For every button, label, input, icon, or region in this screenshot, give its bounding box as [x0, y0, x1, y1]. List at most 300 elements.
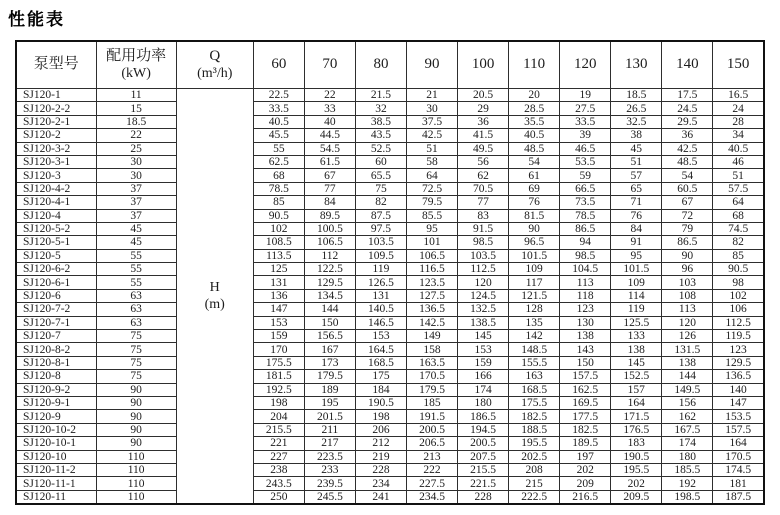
head-value-cell: 91: [611, 236, 662, 249]
head-value-cell: 167.5: [662, 423, 713, 436]
table-row: [16, 396, 764, 409]
table-row: [16, 155, 764, 168]
head-value-cell: 22.5: [253, 89, 304, 102]
head-value-cell: 106.5: [406, 249, 457, 262]
head-value-cell: 69: [509, 182, 560, 195]
head-unit: (m): [204, 297, 225, 313]
head-value-cell: 51: [713, 169, 764, 182]
head-value-cell: 192: [662, 477, 713, 490]
head-value-cell: 138: [611, 343, 662, 356]
head-value-cell: 195.5: [611, 463, 662, 476]
head-value-cell: 182.5: [509, 410, 560, 423]
head-value-cell: 197: [560, 450, 611, 463]
rated-power-cell: 90: [96, 410, 176, 423]
head-value-cell: 143: [560, 343, 611, 356]
head-value-cell: 187.5: [713, 490, 764, 504]
head-value-cell: 175: [355, 370, 406, 383]
head-value-cell: 36: [662, 129, 713, 142]
head-value-cell: 81.5: [509, 209, 560, 222]
head-value-cell: 123: [713, 343, 764, 356]
rated-power-label: 配用功率: [106, 48, 167, 65]
head-value-cell: 186.5: [458, 410, 509, 423]
rated-power-cell: 90: [96, 383, 176, 396]
head-value-cell: 38.5: [355, 115, 406, 128]
head-value-cell: 168.5: [355, 356, 406, 369]
head-value-cell: 96: [662, 263, 713, 276]
head-value-cell: 94: [560, 236, 611, 249]
head-value-cell: 51: [611, 155, 662, 168]
head-value-cell: 159: [458, 356, 509, 369]
head-value-cell: 53.5: [560, 155, 611, 168]
head-value-cell: 120: [458, 276, 509, 289]
table-row: [16, 356, 764, 369]
head-value-cell: 222.5: [509, 490, 560, 504]
head-value-cell: 144: [662, 370, 713, 383]
table-row: [16, 236, 764, 249]
head-value-cell: 90.5: [253, 209, 304, 222]
head-value-cell: 157: [611, 383, 662, 396]
pump-model-cell: SJ120-1: [16, 89, 96, 102]
head-value-cell: 216.5: [560, 490, 611, 504]
head-value-cell: 174: [662, 437, 713, 450]
col-header-flow-80: 80: [355, 41, 406, 89]
head-value-cell: 112.5: [713, 316, 764, 329]
rated-power-cell: 63: [96, 316, 176, 329]
head-value-cell: 217: [304, 437, 355, 450]
table-body: [16, 89, 764, 505]
head-value-cell: 200.5: [458, 437, 509, 450]
rated-power-cell: 30: [96, 169, 176, 182]
head-value-cell: 61.5: [304, 155, 355, 168]
head-value-cell: 145: [611, 356, 662, 369]
head-value-cell: 19: [560, 89, 611, 102]
head-value-cell: 132.5: [458, 303, 509, 316]
head-value-cell: 98.5: [458, 236, 509, 249]
head-value-cell: 113: [560, 276, 611, 289]
head-value-cell: 190.5: [611, 450, 662, 463]
head-value-cell: 245.5: [304, 490, 355, 504]
head-value-cell: 30: [406, 102, 457, 115]
table-row: [16, 209, 764, 222]
head-value-cell: 18.5: [611, 89, 662, 102]
head-value-cell: 202: [560, 463, 611, 476]
head-value-cell: 40.5: [253, 115, 304, 128]
rated-power-cell: 25: [96, 142, 176, 155]
rated-power-cell: 15: [96, 102, 176, 115]
head-value-cell: 131: [253, 276, 304, 289]
pump-model-cell: SJ120-6-2: [16, 263, 96, 276]
table-row: [16, 423, 764, 436]
head-value-cell: 54: [662, 169, 713, 182]
head-value-cell: 82: [713, 236, 764, 249]
head-value-cell: 213: [406, 450, 457, 463]
head-value-cell: 61: [509, 169, 560, 182]
pump-model-cell: SJ120-11-1: [16, 477, 96, 490]
head-value-cell: 194.5: [458, 423, 509, 436]
rated-power-cell: 75: [96, 343, 176, 356]
head-value-cell: 171.5: [611, 410, 662, 423]
head-value-cell: 128: [509, 303, 560, 316]
head-value-cell: 169.5: [560, 396, 611, 409]
head-value-cell: 177.5: [560, 410, 611, 423]
rated-power-cell: 90: [96, 396, 176, 409]
pump-model-cell: SJ120-10-2: [16, 423, 96, 436]
head-value-cell: 84: [304, 196, 355, 209]
head-value-cell: 204: [253, 410, 304, 423]
head-value-cell: 109: [611, 276, 662, 289]
head-value-cell: 180: [662, 450, 713, 463]
head-value-cell: 123.5: [406, 276, 457, 289]
col-header-flow-130: 130: [611, 41, 662, 89]
col-header-flow-100: 100: [458, 41, 509, 89]
head-value-cell: 138: [662, 356, 713, 369]
table-row: [16, 142, 764, 155]
head-value-cell: 68: [253, 169, 304, 182]
head-value-cell: 44.5: [304, 129, 355, 142]
head-value-cell: 140.5: [355, 303, 406, 316]
pump-model-cell: SJ120-9-2: [16, 383, 96, 396]
head-value-cell: 24: [713, 102, 764, 115]
table-row: [16, 316, 764, 329]
head-value-cell: 221.5: [458, 477, 509, 490]
head-value-cell: 90: [662, 249, 713, 262]
head-value-cell: 146.5: [355, 316, 406, 329]
head-value-cell: 185: [406, 396, 457, 409]
head-value-cell: 140: [713, 383, 764, 396]
head-value-cell: 77: [304, 182, 355, 195]
head-value-cell: 162: [662, 410, 713, 423]
head-value-cell: 175.5: [253, 356, 304, 369]
head-value-cell: 198.5: [662, 490, 713, 504]
head-value-cell: 126: [662, 330, 713, 343]
pump-model-cell: SJ120-10-1: [16, 437, 96, 450]
head-value-cell: 76: [509, 196, 560, 209]
head-value-cell: 209: [560, 477, 611, 490]
head-value-cell: 215: [509, 477, 560, 490]
head-value-cell: 26.5: [611, 102, 662, 115]
head-value-cell: 42.5: [406, 129, 457, 142]
head-value-cell: 85: [253, 196, 304, 209]
pump-model-cell: SJ120-5: [16, 249, 96, 262]
head-value-cell: 159: [253, 330, 304, 343]
head-value-cell: 182.5: [560, 423, 611, 436]
head-value-cell: 56: [458, 155, 509, 168]
table-row: [16, 89, 764, 102]
table-row: [16, 370, 764, 383]
head-value-cell: 202: [611, 477, 662, 490]
head-value-cell: 101.5: [509, 249, 560, 262]
head-value-cell: 78.5: [560, 209, 611, 222]
head-value-cell: 48.5: [509, 142, 560, 155]
rated-power-cell: 75: [96, 330, 176, 343]
head-value-cell: 136.5: [713, 370, 764, 383]
head-value-cell: 158: [406, 343, 457, 356]
head-value-cell: 155.5: [509, 356, 560, 369]
rated-power-cell: 110: [96, 477, 176, 490]
head-value-cell: 184: [355, 383, 406, 396]
head-value-cell: 124.5: [458, 289, 509, 302]
head-value-cell: 89.5: [304, 209, 355, 222]
head-value-cell: 83: [458, 209, 509, 222]
head-value-cell: 164: [611, 396, 662, 409]
head-value-cell: 215.5: [458, 463, 509, 476]
pump-model-cell: SJ120-8: [16, 370, 96, 383]
head-value-cell: 85: [713, 249, 764, 262]
head-value-cell: 190.5: [355, 396, 406, 409]
head-value-cell: 42.5: [662, 142, 713, 155]
head-value-cell: 134.5: [304, 289, 355, 302]
head-value-cell: 198: [355, 410, 406, 423]
pump-model-cell: SJ120-4-1: [16, 196, 96, 209]
head-value-cell: 108.5: [253, 236, 304, 249]
head-value-cell: 51: [406, 142, 457, 155]
head-value-cell: 59: [560, 169, 611, 182]
head-value-cell: 162.5: [560, 383, 611, 396]
rated-power-cell: 55: [96, 249, 176, 262]
head-value-cell: 39: [560, 129, 611, 142]
head-value-cell: 118: [560, 289, 611, 302]
table-row: [16, 477, 764, 490]
rated-power-cell: 45: [96, 222, 176, 235]
head-value-cell: 55: [253, 142, 304, 155]
table-row: [16, 276, 764, 289]
head-value-cell: 189.5: [560, 437, 611, 450]
head-value-cell: 60: [355, 155, 406, 168]
head-value-cell: 221: [253, 437, 304, 450]
head-value-cell: 153: [253, 316, 304, 329]
head-value-cell: 78.5: [253, 182, 304, 195]
head-value-cell: 119: [355, 263, 406, 276]
head-value-cell: 112.5: [458, 263, 509, 276]
head-value-cell: 29: [458, 102, 509, 115]
head-value-cell: 20.5: [458, 89, 509, 102]
head-value-cell: 65.5: [355, 169, 406, 182]
head-unit-cell: [176, 89, 253, 505]
head-value-cell: 33.5: [560, 115, 611, 128]
pump-model-cell: SJ120-3-2: [16, 142, 96, 155]
head-value-cell: 131: [355, 289, 406, 302]
head-value-cell: 64: [713, 196, 764, 209]
pump-model-cell: SJ120-11: [16, 490, 96, 504]
head-value-cell: 101: [406, 236, 457, 249]
head-value-cell: 17.5: [662, 89, 713, 102]
col-header-flow-70: 70: [304, 41, 355, 89]
table-row: [16, 383, 764, 396]
head-value-cell: 153: [458, 343, 509, 356]
head-value-cell: 145: [458, 330, 509, 343]
head-value-cell: 157.5: [713, 423, 764, 436]
head-value-cell: 185.5: [662, 463, 713, 476]
head-value-cell: 202.5: [509, 450, 560, 463]
head-value-cell: 239.5: [304, 477, 355, 490]
head-symbol: H: [209, 279, 220, 295]
rated-power-cell: 22: [96, 129, 176, 142]
head-value-cell: 198: [253, 396, 304, 409]
table-row: [16, 343, 764, 356]
head-value-cell: 73.5: [560, 196, 611, 209]
head-value-cell: 191.5: [406, 410, 457, 423]
head-value-cell: 65: [611, 182, 662, 195]
head-value-cell: 153: [355, 330, 406, 343]
head-value-cell: 40.5: [713, 142, 764, 155]
head-value-cell: 67: [304, 169, 355, 182]
table-row: [16, 102, 764, 115]
head-value-cell: 206: [355, 423, 406, 436]
pump-model-cell: SJ120-10: [16, 450, 96, 463]
rated-power-cell: 37: [96, 209, 176, 222]
head-value-cell: 57.5: [713, 182, 764, 195]
col-header-flow-90: 90: [406, 41, 457, 89]
head-value-cell: 68: [713, 209, 764, 222]
flow-symbol: Q: [209, 48, 221, 65]
col-header-flow-60: 60: [253, 41, 304, 89]
head-value-cell: 20: [509, 89, 560, 102]
head-value-cell: 45.5: [253, 129, 304, 142]
head-value-cell: 104.5: [560, 263, 611, 276]
col-header-flow-150: 150: [713, 41, 764, 89]
pump-model-cell: SJ120-5-2: [16, 222, 96, 235]
table-row: [16, 463, 764, 476]
head-value-cell: 174: [458, 383, 509, 396]
col-header-rated-power: [96, 41, 176, 89]
head-value-cell: 250: [253, 490, 304, 504]
head-value-cell: 82: [355, 196, 406, 209]
head-value-cell: 103: [662, 276, 713, 289]
head-value-cell: 40.5: [509, 129, 560, 142]
head-value-cell: 179.5: [406, 383, 457, 396]
head-value-cell: 183: [611, 437, 662, 450]
head-value-cell: 150: [304, 316, 355, 329]
table-row: [16, 263, 764, 276]
head-value-cell: 72: [662, 209, 713, 222]
head-value-cell: 103.5: [355, 236, 406, 249]
head-value-cell: 228: [355, 463, 406, 476]
rated-power-cell: 18.5: [96, 115, 176, 128]
head-value-cell: 130: [560, 316, 611, 329]
head-value-cell: 174.5: [713, 463, 764, 476]
head-value-cell: 32.5: [611, 115, 662, 128]
head-value-cell: 98: [713, 276, 764, 289]
rated-power-cell: 63: [96, 303, 176, 316]
head-value-cell: 33: [304, 102, 355, 115]
head-value-cell: 200.5: [406, 423, 457, 436]
head-value-cell: 148.5: [509, 343, 560, 356]
head-value-cell: 101.5: [611, 263, 662, 276]
table-row: [16, 222, 764, 235]
head-value-cell: 106.5: [304, 236, 355, 249]
head-value-cell: 36: [458, 115, 509, 128]
table-row: [16, 303, 764, 316]
head-value-cell: 21.5: [355, 89, 406, 102]
head-value-cell: 60.5: [662, 182, 713, 195]
head-value-cell: 163.5: [406, 356, 457, 369]
head-value-cell: 106: [713, 303, 764, 316]
head-value-cell: 150: [560, 356, 611, 369]
col-header-flow-q: [176, 41, 253, 89]
head-value-cell: 54: [509, 155, 560, 168]
head-value-cell: 28.5: [509, 102, 560, 115]
head-value-cell: 71: [611, 196, 662, 209]
head-value-cell: 168.5: [509, 383, 560, 396]
head-value-cell: 173: [304, 356, 355, 369]
rated-power-cell: 110: [96, 490, 176, 504]
pump-model-cell: SJ120-4-2: [16, 182, 96, 195]
pump-model-cell: SJ120-3: [16, 169, 96, 182]
head-value-cell: 233: [304, 463, 355, 476]
pump-model-cell: SJ120-2: [16, 129, 96, 142]
head-value-cell: 75: [355, 182, 406, 195]
head-value-cell: 100.5: [304, 222, 355, 235]
head-value-cell: 114: [611, 289, 662, 302]
head-value-cell: 241: [355, 490, 406, 504]
head-value-cell: 79: [662, 222, 713, 235]
head-value-cell: 33.5: [253, 102, 304, 115]
head-value-cell: 67: [662, 196, 713, 209]
head-value-cell: 97.5: [355, 222, 406, 235]
head-value-cell: 37.5: [406, 115, 457, 128]
col-header-flow-120: 120: [560, 41, 611, 89]
head-value-cell: 49.5: [458, 142, 509, 155]
rated-power-cell: 110: [96, 450, 176, 463]
head-value-cell: 27.5: [560, 102, 611, 115]
head-value-cell: 40: [304, 115, 355, 128]
head-value-cell: 109: [509, 263, 560, 276]
head-value-cell: 228: [458, 490, 509, 504]
head-value-cell: 156: [662, 396, 713, 409]
head-value-cell: 43.5: [355, 129, 406, 142]
rated-power-unit: (kW): [121, 65, 151, 81]
head-value-cell: 208: [509, 463, 560, 476]
rated-power-cell: 55: [96, 276, 176, 289]
head-value-cell: 142.5: [406, 316, 457, 329]
head-value-cell: 119.5: [713, 330, 764, 343]
head-value-cell: 170: [253, 343, 304, 356]
head-value-cell: 215.5: [253, 423, 304, 436]
head-value-cell: 72.5: [406, 182, 457, 195]
head-value-cell: 28: [713, 115, 764, 128]
table-row: [16, 115, 764, 128]
head-value-cell: 62: [458, 169, 509, 182]
head-value-cell: 147: [713, 396, 764, 409]
head-value-cell: 142: [509, 330, 560, 343]
head-value-cell: 175.5: [509, 396, 560, 409]
table-row: [16, 450, 764, 463]
head-value-cell: 41.5: [458, 129, 509, 142]
table-row: [16, 196, 764, 209]
rated-power-cell: 63: [96, 289, 176, 302]
head-value-cell: 117: [509, 276, 560, 289]
head-value-cell: 113: [662, 303, 713, 316]
head-value-cell: 62.5: [253, 155, 304, 168]
head-value-cell: 54.5: [304, 142, 355, 155]
head-value-cell: 127.5: [406, 289, 457, 302]
head-value-cell: 166: [458, 370, 509, 383]
head-value-cell: 129.5: [713, 356, 764, 369]
head-value-cell: 181.5: [253, 370, 304, 383]
head-value-cell: 122.5: [304, 263, 355, 276]
head-value-cell: 136: [253, 289, 304, 302]
head-value-cell: 74.5: [713, 222, 764, 235]
head-value-cell: 22: [304, 89, 355, 102]
head-value-cell: 52.5: [355, 142, 406, 155]
head-value-cell: 34: [713, 129, 764, 142]
head-value-cell: 164.5: [355, 343, 406, 356]
table-row: [16, 182, 764, 195]
head-value-cell: 179.5: [304, 370, 355, 383]
pump-model-cell: SJ120-3-1: [16, 155, 96, 168]
rated-power-cell: 30: [96, 155, 176, 168]
pump-model-cell: SJ120-11-2: [16, 463, 96, 476]
